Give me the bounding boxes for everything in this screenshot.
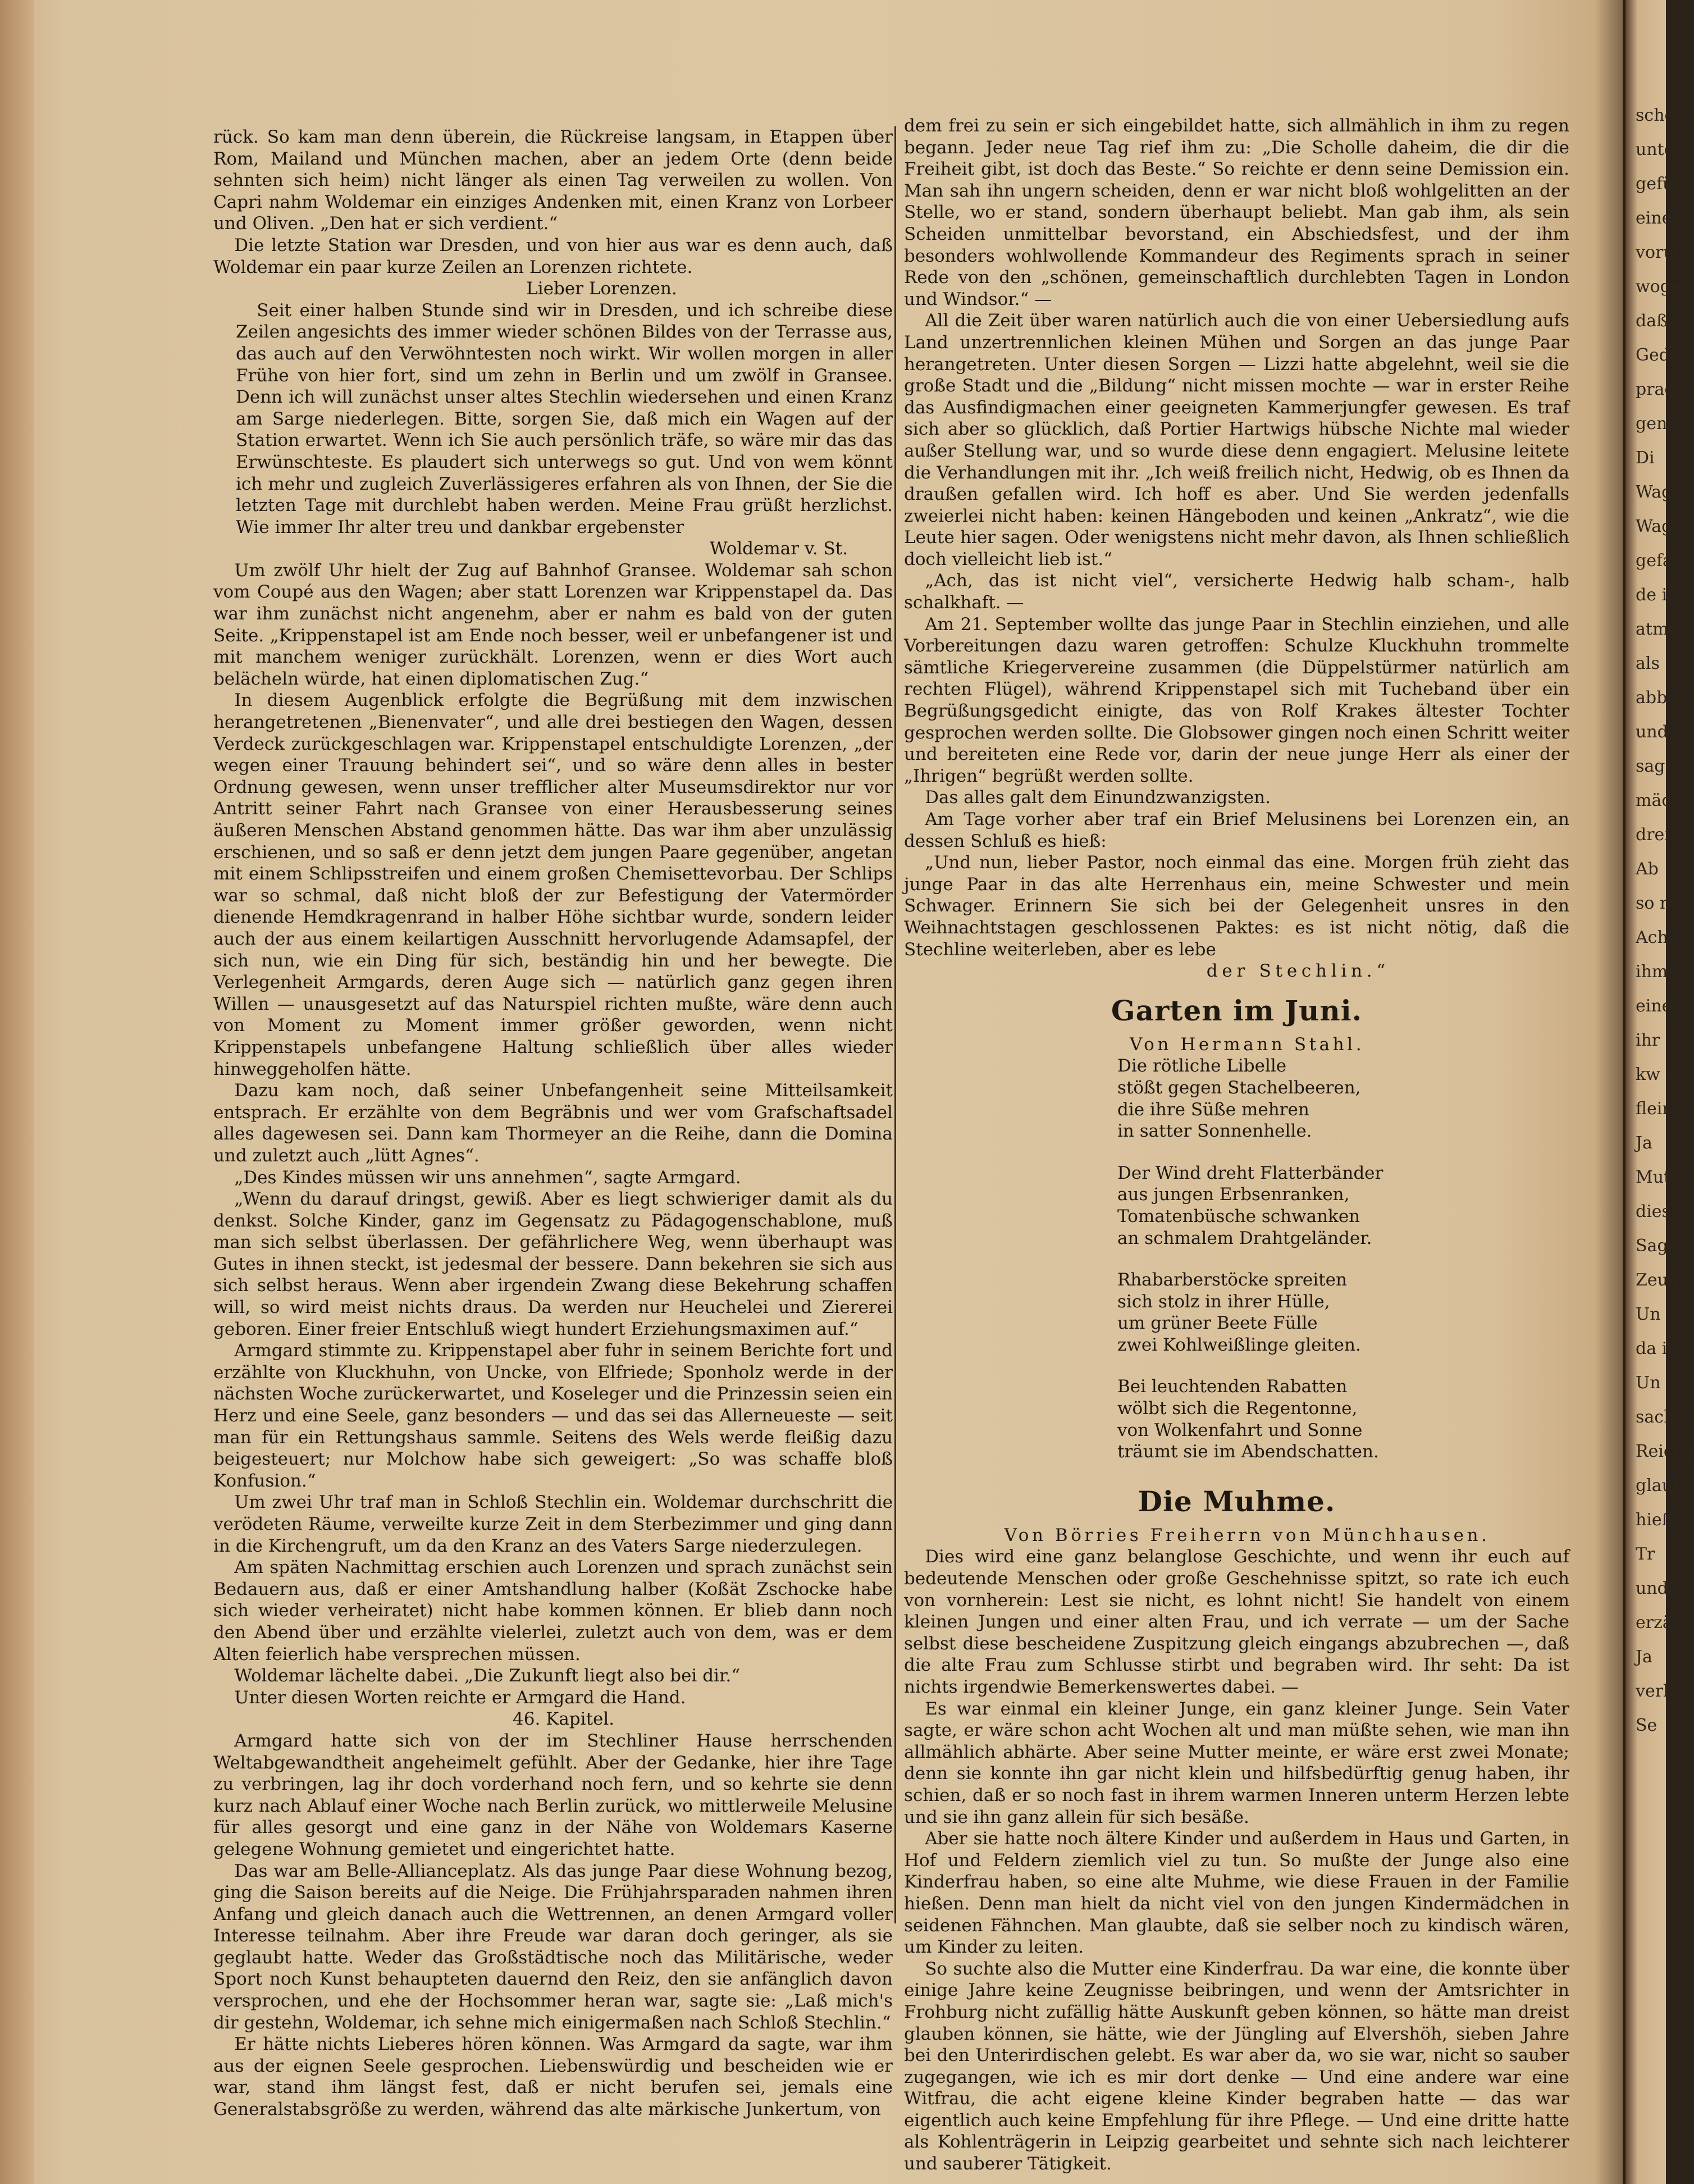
adjacent-page-fragment: Wage (1636, 517, 1683, 536)
adjacent-page-fragment: verbi (1636, 1681, 1679, 1701)
adjacent-page-fragment: sage (1636, 756, 1675, 776)
paragraph: Armgard stimmte zu. Krippenstapel aber fuhr in seinem Berichte fort und erzählte von Kluckhuhn, von Uncke, von Elfriede; Sponholz werde in der nächsten Woche zurückerwartet, und Koseleger und die Prinzessin seien ein Herz und eine Seele, ganz besonders — und das sei das Allerneueste — seit man für ein Rettungshaus sammle. Seitens des Wels werde fleißig dazu beigesteuert; nur Molchow habe sich geweigert: „So was schaffe bloß Konfusion.“ (213, 1341, 893, 1491)
column-rule (894, 126, 896, 1923)
adjacent-page-fragment: und (1636, 1579, 1668, 1598)
paragraph: „Ach, das ist nicht viel“, versicherte Hedwig halb scham-, halb schalkhaft. — (904, 571, 1569, 613)
poem-line: Bei leuchtenden Rabatten (1117, 1376, 1348, 1397)
adjacent-page-fragment: prach (1636, 380, 1685, 399)
adjacent-page-fragment: ihm (1636, 962, 1668, 982)
adjacent-page-fragment: Sagen (1636, 1236, 1689, 1256)
adjacent-page-fragment: Un (1636, 1373, 1661, 1393)
adjacent-page-fragment: Ja (1636, 1647, 1652, 1667)
adjacent-page-fragment: so n (1636, 893, 1671, 913)
adjacent-page-fragment: Mutte (1636, 1168, 1687, 1187)
adjacent-page-fragment: Di (1636, 448, 1655, 468)
paragraph: „Und nun, lieber Pastor, noch einmal das eine. Morgen früh zieht das junge Paar in das alte Herrenhaus ein, meine Schwester und mein Schwager. Erinnern Sie sich bei der Gelegenheit unsres in den Weihnachtstagen geschlossenen Paktes: es ist nicht nötig, daß die Stechline weiterleben, aber es lebe (904, 852, 1569, 960)
adjacent-page-fragment: eine (1636, 996, 1672, 1016)
paragraph: Am 21. September wollte das junge Paar in Stechlin einziehen, und alle Vorbereitungen dazu waren getroffen: Schulze Kluckhuhn trommelte sämtliche Kriegervereine zusammen (die Düppelstürmer natürlich am rechten Flügel), während Krippenstapel sich mit Tucheband über ein Begrüßungsgedicht einigte, das von Rolf Krakes ältester Tochter gesprochen werden sollte. Die Globsower gingen noch einen Schritt weiter und bereiteten eine Rede vor, darin der neue junge Herr als einer der „Ihrigen“ begrüßt werden sollte. (904, 614, 1569, 786)
poem-line: Rhabarberstöcke spreiten (1117, 1270, 1347, 1291)
poem-line: stößt gegen Stachelbeeren, (1117, 1077, 1361, 1098)
paragraph: Es war einmal ein kleiner Junge, ein ganz kleiner Junge. Sein Vater sagte, er wäre schon acht Wochen alt und man müßte sehen, wie man ihn allmählich abhärte. Aber seine Mutter meinte, er wäre erst zwei Monate; denn sie konnte ihn gar nicht klein und hilfsbedürftig genug haben, ihr schien, daß er so noch fast in ihrem warmen Inneren unterm Herzen lebte und sie ihn ganz allein für sich besäße. (904, 1698, 1569, 1827)
adjacent-page-fragment: unter (1636, 140, 1682, 159)
story-title: Die Muhme. (1138, 1484, 1336, 1518)
poem-line: Der Wind dreht Flatterbänder (1117, 1162, 1383, 1183)
paragraph: So suchte also die Mutter eine Kinderfrau. Da war eine, die konnte über einige Jahre keine Zeugnisse beibringen, und wenn der Amtsrichter in Frohburg nicht zufällig hätte Auskunft geben können, so hätte man dreist glauben können, sie hätte, wie der Jüngling auf Elvershöh, sieben Jahre bei den Unterirdischen gelebt. Es war aber da, wo sie war, nicht so sauber zugegangen, wie ich es mir dort denke — Und eine andere war eine Witfrau, die acht eigene kleine Kinder begraben hatte — das war eigentlich auch keine Empfehlung für ihre Pflege. — Und eine dritte hatte als Kohlenträgerin in Leipzig gearbeitet und sehnte sich nach leichterer und sauberer Tätigkeit. (904, 1958, 1569, 2174)
adjacent-page-fragment: gefü (1636, 174, 1674, 194)
page-left-edge (0, 0, 34, 2184)
chapter-heading: 46. Kapitel. (513, 1709, 615, 1730)
adjacent-page-fragment: daß (1636, 311, 1668, 331)
adjacent-page-fragment: drei (1636, 825, 1670, 845)
adjacent-page-fragment: Se (1636, 1716, 1658, 1735)
adjacent-page-fragment: glaub (1636, 1476, 1684, 1495)
adjacent-page-fragment: ihr (1636, 1031, 1660, 1050)
paragraph: Aber sie hatte noch ältere Kinder und außerdem in Haus und Garten, in Hof und Feldern ziemlich viel zu tun. So mußte der Junge also eine Kinderfrau haben, so eine alte Muhme, wie diese Frauen in der Familie hießen. Denn man hielt da nicht viel von den jungen Kindermädchen in seidenen Fähnchen. Man glaubte, daß sie selber noch zu kindisch wären, um Kinder zu leiten. (904, 1829, 1569, 1958)
paragraph: „Des Kindes müssen wir uns annehmen“, sagte Armgard. (234, 1167, 741, 1188)
paragraph: rück. So kam man denn überein, die Rückreise langsam, in Etappen über Rom, Mailand und München machen, aber an jedem Orte (denn beide sehnten sich heim) nicht länger als einen Tag verweilen zu wollen. Von Capri nahm Woldemar ein einziges Andenken mit, einen Kranz von Lorbeer und Oliven. „Den hat er sich verdient.“ (213, 127, 893, 234)
right-column (904, 115, 1569, 2175)
poem-line: wölbt sich die Regentonne, (1117, 1398, 1358, 1419)
paragraph: Er hätte nichts Lieberes hören können. Was Armgard da sagte, war ihm aus der eignen Seele gesprochen. Liebenswürdig und bescheiden wie er war, stand ihm längst fest, daß er nicht berufen sei, jemals eine Generalstabsgröße zu werden, während das alte märkische Junkertum, von (213, 2034, 893, 2120)
left-column (213, 126, 893, 2121)
poem-line: um grüner Beete Fülle (1117, 1313, 1318, 1334)
poem-stanza (1117, 1269, 1569, 1356)
poem-line: die ihre Süße mehren (1117, 1099, 1309, 1120)
adjacent-page-fragment: da in (1636, 1339, 1678, 1358)
paragraph: Am späten Nachmittag erschien auch Lorenzen und sprach zunächst sein Bedauern aus, daß er einer Amtshandlung halber (Koßät Zschocke habe sich wieder verheiratet) nicht habe kommen können. Er blieb dann noch den Abend über und erzählte vielerlei, zuletzt auch von dem, was er dem Alten feierlich habe versprechen müssen. (213, 1557, 893, 1665)
adjacent-page-fragment: Tr (1636, 1544, 1655, 1564)
adjacent-page-strip (1625, 0, 1694, 2184)
poem-line: von Wolkenfahrt und Sonne (1117, 1420, 1363, 1440)
adjacent-page-fragment: Un (1636, 1305, 1661, 1324)
poem-title: Garten im Juni. (1111, 993, 1363, 1027)
adjacent-page-fragment: Ach, (1636, 928, 1674, 947)
paragraph: Um zwölf Uhr hielt der Zug auf Bahnhof Gransee. Woldemar sah schon vom Coupé aus den Wagen; aber statt Lorenzen war Krippenstapel da. Das war ihm zunächst nicht angenehm, aber er nahm es bald von der guten Seite. „Krippenstapel ist am Ende noch besser, weil er unbefangener ist und mit manchem weniger zurückhält. Lorenzen, wenn er dies Wort auch belächeln würde, hat einen diplomatischen Zug.“ (213, 560, 893, 689)
poem-line: Die rötliche Libelle (1117, 1056, 1287, 1077)
letter-signature: der Stechlin.“ (1206, 961, 1390, 982)
adjacent-page-fragment: abbet (1636, 688, 1684, 708)
paragraph: „Wenn du darauf dringst, gewiß. Aber es liegt schwieriger damit als du denkst. Solche Kinder, ganz im Gegensatz zu Pädagogenschablone, muß man sich selbst überlassen. Der gefährlichere Weg, wenn überhaupt was Gutes in ihnen steckt, ist jedesmal der bessere. Dann bekehren sie sich aus sich selbst heraus. Wenn aber irgendein Zwang diese Bekehrung schaffen will, so wird meist nichts draus. Da werden nur Heuchelei und Ziererei geboren. Einer freier Entschluß wiegt hundert Erziehungsmaximen auf.“ (213, 1189, 893, 1339)
poem-line: aus jungen Erbsenranken, (1117, 1184, 1350, 1205)
adjacent-page-fragment: gefal (1636, 551, 1678, 571)
adjacent-page-fragment: fleine (1636, 1099, 1683, 1119)
adjacent-page-fragment: atmo (1636, 619, 1679, 639)
adjacent-page-fragment: und (1636, 722, 1668, 742)
poem-stanza (1117, 1055, 1569, 1142)
poem (904, 1055, 1569, 1463)
poem-line: träumt sie im Abendschatten. (1117, 1442, 1379, 1462)
adjacent-page-fragment: Geda (1636, 345, 1680, 365)
adjacent-page-fragment: mäch (1636, 791, 1682, 810)
paragraph: Dies wird eine ganz belanglose Geschichte, und wenn ihr euch auf bedeutende Menschen oder große Geschehnisse spitzt, so rate ich euch von vornherein: Lest sie nicht, es lohnt nicht! Sie handelt von einem kleinen Jungen und einer alten Frau, und ich verrate — um der Sache selbst diese bescheidene Zuspitzung gleich eingangs abzubrechen —, daß die alte Frau zum Schlusse stirbt und begraben wird. Ihr seht: Da ist nichts irgendwie Bemerkenswertes dabei. — (904, 1547, 1569, 1697)
paragraph: Woldemar lächelte dabei. „Die Zukunft liegt also bei dir.“ (234, 1666, 741, 1686)
adjacent-page-fragment: gen (1636, 414, 1668, 434)
poem-stanza (1117, 1162, 1569, 1249)
poem-stanza (1117, 1376, 1569, 1462)
paragraph: Dazu kam noch, daß seiner Unbefangenheit seine Mitteilsamkeit entsprach. Er erzählte von dem Begräbnis und wer vom Grafschaftsadel alles dagewesen sei. Dann kam Thormeyer an die Reihe, dann die Domina und zuletzt auch „lütt Agnes“. (213, 1080, 893, 1166)
poem-line: in satter Sonnenhelle. (1117, 1121, 1312, 1142)
story-author: Von Börries Freiherrn von Münchhausen. (1004, 1525, 1490, 1545)
adjacent-page-fragment: Zeug (1636, 1270, 1679, 1290)
adjacent-page-fragment: kw so (1636, 1065, 1684, 1084)
adjacent-page-fragment: woge (1636, 277, 1681, 297)
poem-author: Von Hermann Stahl. (1129, 1034, 1365, 1055)
adjacent-page-fragment: erzähl (1636, 1613, 1689, 1633)
paragraph: dem frei zu sein er sich eingebildet hatte, sich allmählich in ihm zu regen begann. Jeder neue Tag rief ihm zu: „Die Scholle daheim, die dir die Freiheit gibt, ist doch das Beste.“ So reichte er denn seine Demission ein. Man sah ihn ungern scheiden, denn er war nicht bloß wohlgelitten an der Stelle, wo er stand, sondern überhaupt beliebt. Man gab ihm, als sein Scheiden unmittelbar bevorstand, ein Abschiedsfest, und der ihm besonders wohlwollende Kommandeur des Regiments sprach in seiner Rede von den „schönen, gemeinschaftlich durchlebten Tagen in London und Windsor.“ — (904, 116, 1569, 309)
letter-body: Seit einer halben Stunde sind wir in Dresden, und ich schreibe diese Zeilen angesichts des immer wieder schönen Bildes von der Terrasse aus, das auch auf den Verwöhntesten noch wirkt. Wir wollen morgen in aller Frühe von hier fort, sind um zehn in Berlin und um zwölf in Gransee. Denn ich will zunächst unser altes Stechlin wiedersehen und einen Kranz am Sarge niederlegen. Bitte, sorgen Sie, daß mich ein Wagen auf der Station erwartet. Wenn ich Sie auch persönlich träfe, so wäre mir das das Erwünschteste. Es plaudert sich unterwegs so gut. Und von wem könnt ich mehr und zugleich Zuverlässigeres erfahren als von Ihnen, der Sie die letzten Tage mit durchlebt haben werden. Meine Frau grüßt herzlichst. Wie immer Ihr alter treu und dankbar ergebenster (236, 300, 893, 537)
adjacent-page-fragments (1625, 0, 1694, 1743)
spine-shadow (1595, 0, 1628, 2184)
poem-line: Tomatenbüsche schwanken (1117, 1206, 1360, 1226)
paragraph: Armgard hatte sich von der im Stechliner Hause herrschenden Weltabgewandtheit angeheimelt gefühlt. Aber der Gedanke, hier ihre Tage zu verbringen, lag ihr doch vorderhand noch fern, und so kehrte sie denn kurz nach Ablauf einer Woche nach Berlin zurück, wo mittlerweile Melusine für alles gesorgt und eine ganz in der Nähe von Woldemars Kaserne gelegene Wohnung gemietet und eingerichtet hatte. (213, 1730, 893, 1859)
letter-signature: Woldemar v. St. (709, 539, 848, 559)
letter-salutation: Lieber Lorenzen. (526, 279, 677, 299)
adjacent-page-fragment: Ab (1636, 859, 1659, 879)
adjacent-page-fragment: Ja (1636, 1133, 1652, 1153)
adjacent-page-fragment: als (1636, 654, 1660, 673)
adjacent-page-fragment: hieße (1636, 1510, 1683, 1530)
poem-line: sich stolz in ihrer Hülle, (1117, 1291, 1330, 1312)
poem-line: an schmalem Drahtgeländer. (1117, 1228, 1372, 1248)
poem-line: zwei Kohlweißlinge gleiten. (1117, 1334, 1361, 1355)
adjacent-page-fragment: eine (1636, 208, 1672, 228)
adjacent-page-fragment: de il (1636, 585, 1673, 605)
adjacent-page-fragment: sache (1636, 1407, 1685, 1427)
paragraph: Um zwei Uhr traf man in Schloß Stechlin ein. Woldemar durchschritt die verödeten Räume, verweilte kurze Zeit in dem Sterbezimmer und ging dann in die Kirchengruft, um da den Kranz an des Vaters Sarge niederzulegen. (213, 1492, 893, 1556)
paragraph: Das war am Belle-Allianceplatz. Als das junge Paar diese Wohnung bezog, ging die Saison bereits auf die Neige. Die Frühjahrsparaden nahmen ihren Anfang und gleich danach auch die Wettrennen, an denen Armgard voller Interesse teilnahm. Aber ihre Freude war daran doch geringer, als sie geglaubt hatte. Weder das Großstädtische noch das Militärische, weder Sport noch Kunst behaupteten dauernd den Reiz, den sie anfänglich davon versprochen, und ehe der Hochsommer heran war, sagte sie: „Laß mich's dir gestehn, Woldemar, ich sehne mich einigermaßen nach Schloß Stechlin.“ (213, 1861, 893, 2033)
adjacent-page-fragment: scheo (1636, 106, 1685, 125)
paragraph: Unter diesen Worten reichte er Armgard die Hand. (234, 1687, 686, 1708)
paragraph: In diesem Augenblick erfolgte die Begrüßung mit dem inzwischen herangetretenen „Bienenvater“, und alle drei bestiegen den Wagen, dessen Verdeck zurückgeschlagen war. Krippenstapel entschuldigte Lorenzen, „der wegen einer Trauung behindert sei“, und so wäre denn alles in bester Ordnung gewesen, wenn unser trefflicher alter Museumsdirektor nur vor Antritt seiner Fahrt nach Gransee von einer Herausbesserung seines äußeren Menschen Abstand genommen hätte. Das war ihm aber unzulässig erschienen, und so saß er denn jetzt dem jungen Paare gegenüber, angetan mit einem Schlipsstreifen und einem großen Chemisettevorbau. Der Schlips war so schmal, daß nicht bloß der zur Befestigung der Vatermörder dienende Hemdkragenrand in halber Höhe sichtbar wurde, sondern leider auch der aus einem keilartigen Ausschnitt hervorlugende Adamsapfel, der sich nun, wie ein Ding für sich, beständig hin und her bewegte. Die Verlegenheit Armgards, deren Auge sich — natürlich ganz gegen ihren Willen — unausgesetzt auf das Naturspiel richten mußte, wäre denn auch von Moment zu Moment immer größer geworden, wenn nicht Krippenstapels unbefangene Haltung schließlich über alles wieder hinweggeholfen hätte. (213, 690, 893, 1079)
adjacent-page-fragment: dies (1636, 1202, 1670, 1221)
adjacent-page-fragment: Wage (1636, 482, 1683, 502)
paragraph: All die Zeit über waren natürlich auch die von einer Uebersiedlung aufs Land unzertrennlichen kleinen Mühen und Sorgen an das junge Paar herangetreten. Unter diesen Sorgen — Lizzi hatte abgelehnt, weil sie die große Stadt und die „Bildung“ nicht missen mochte — war in erster Reihe das Ausfindigmachen einer geeigneten Kammerjungfer gewesen. Es traf sich aber so glücklich, daß Portier Hartwigs hübsche Nichte mal wieder außer Stellung war, und so wurde diese denn engagiert. Melusine leitete die Verhandlungen mit ihr. „Ich weiß freilich nicht, Hedwig, ob es Ihnen da draußen gefallen wird. Ich hoff es aber. Und Sie werden jedenfalls zweierlei nicht haben: keinen Hängeboden und keinen „Ankratz“, wie die Leute hier sagen. Oder wenigstens nicht mehr davon, als Ihnen schließlich doch vielleicht lieb ist.“ (904, 311, 1569, 569)
paragraph: Die letzte Station war Dresden, und von hier aus war es denn auch, daß Woldemar ein paar kurze Zeilen an Lorenzen richtete. (213, 235, 893, 277)
paragraph: Am Tage vorher aber traf ein Brief Melusinens bei Lorenzen ein, an dessen Schluß es hieß: (904, 809, 1569, 851)
adjacent-page-fragment: Reiche (1636, 1442, 1694, 1461)
adjacent-page-fragment: vorub (1636, 243, 1685, 262)
paragraph: Das alles galt dem Einundzwanzigsten. (925, 787, 1271, 808)
